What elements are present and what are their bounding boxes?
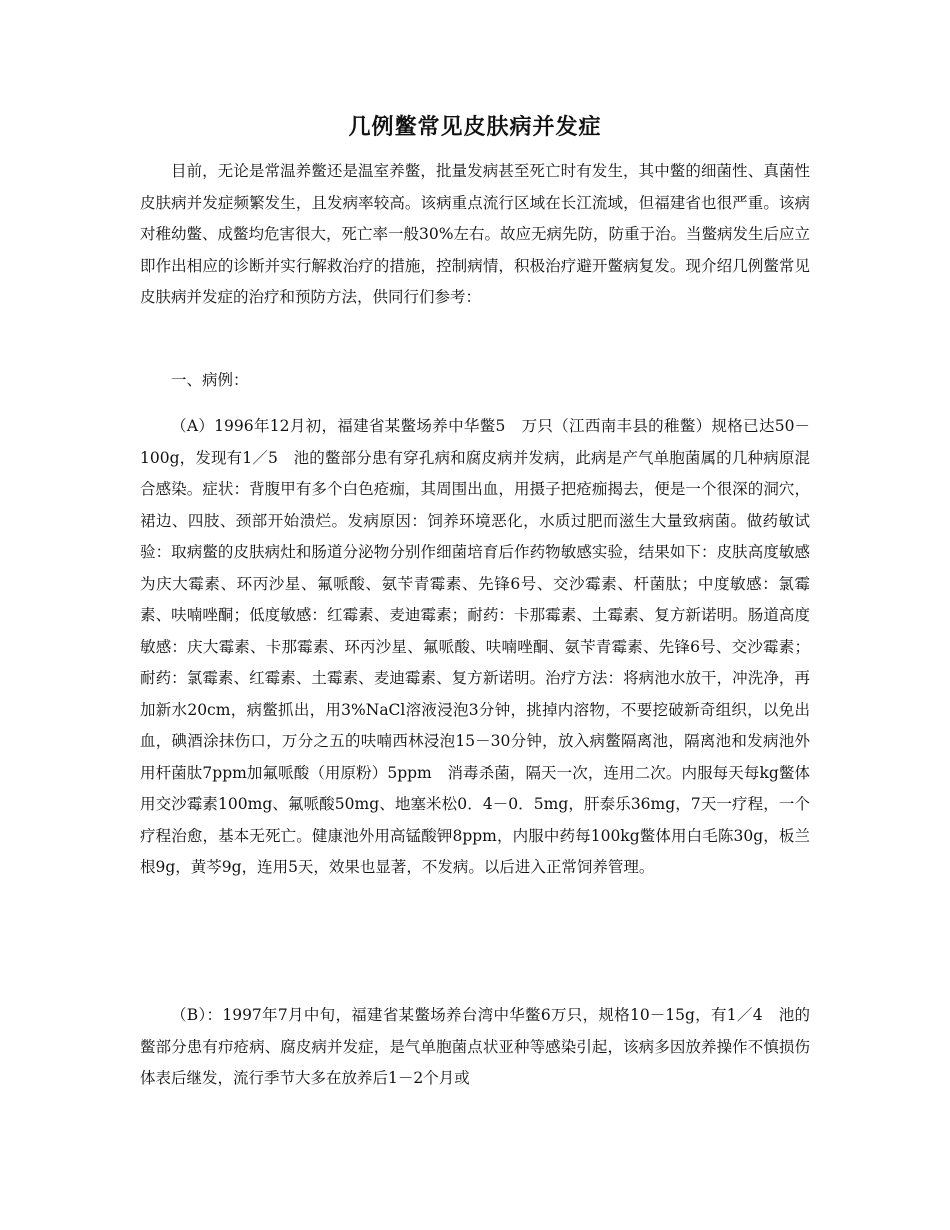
section-heading: 一、病例： (171, 371, 249, 389)
case-a-paragraph: （A）1996年12月初，福建省某鳖场养中华鳖5 万只（江西南丰县的稚鳖）规格已达50－100g，发现有1／5 池的鳖部分患有穿孔病和腐皮病并发病，此病是产气单胞菌属的几种病原混合感染。症状：背腹甲有多个白色疮痂，其周围出血，用摄子把疮痂揭去，便是一个很深的洞穴，裙边、四肢、颈部开始溃烂。发病原因：饲养环境恶化，水质过肥而滋生大量致病菌。做药敏试验：取病鳖的皮肤病灶和肠道分泌物分别作细菌培育后作药物敏感实验，结果如下：皮肤高度敏感为庆大霉素、环丙沙星、氟哌酸、氨苄青霉素、先锋6号、交沙霉素、杆菌肽；中度敏感：氯霉素、呋喃唑酮；低度敏感：红霉素、麦迪霉素；耐药：卡那霉素、土霉素、复方新诺明。肠道高度敏感：庆大霉素、卡那霉素、环丙沙星、氟哌酸、呋喃唑酮、氨苄青霉素、先锋6号、交沙霉素；耐药：氯霉素、红霉素、土霉素、麦迪霉素、复方新诺明。治疗方法：将病池水放干，冲洗净，再加新水20cm，病鳖抓出，用3%NaCl溶液浸泡3分钟，挑掉内溶物，不要挖破新奇组织，以免出血，碘酒涂抹伤口，万分之五的呋喃西林浸泡15－30分钟，放入病鳖隔离池，隔离池和发病池外用杆菌肽7ppm加氟哌酸（用原粉）5ppm 消毒杀菌，隔天一次，连用二次。内服每天每kg鳖体用交沙霉素100mg、氟哌酸50mg、地塞米松0．4－0．5mg，肝泰乐36mg，7天一疗程，一个疗程治愈，基本无死亡。健康池外用高锰酸钾8ppm，内服中药每100kg鳖体用白毛陈30g，板兰根9g，黄芩9g，连用5天，效果也显著，不发病。以后进入正常饲养管理。 (140, 417, 810, 876)
case-b-paragraph: （B）：1997年7月中旬，福建省某鳖场养台湾中华鳖6万只，规格10－15g，有1／4 池的鳖部分患有疖疮病、腐皮病并发症，是气单胞菌点状亚种等感染引起，该病多因放养操作不慎损伤体表后继发，流行季节大多在放养后1－2个月或 (140, 1006, 810, 1087)
intro-paragraph: 目前，无论是常温养鳖还是温室养鳖，批量发病甚至死亡时有发生，其中鳖的细菌性、真菌性皮肤病并发症频繁发生，且发病率较高。该病重点流行区域在长江流域，但福建省也很严重。该病对稚幼鳖、成鳖均危害很大，死亡率一般30%左右。故应无病先防，防重于治。当鳖病发生后应立即作出相应的诊断并实行解救治疗的措施，控制病情，积极治疗避开鳖病复发。现介绍几例鳖常见皮肤病并发症的治疗和预防方法，供同行们参考： (140, 162, 810, 306)
document-title: 几例鳖常见皮肤病并发症 (348, 114, 602, 140)
